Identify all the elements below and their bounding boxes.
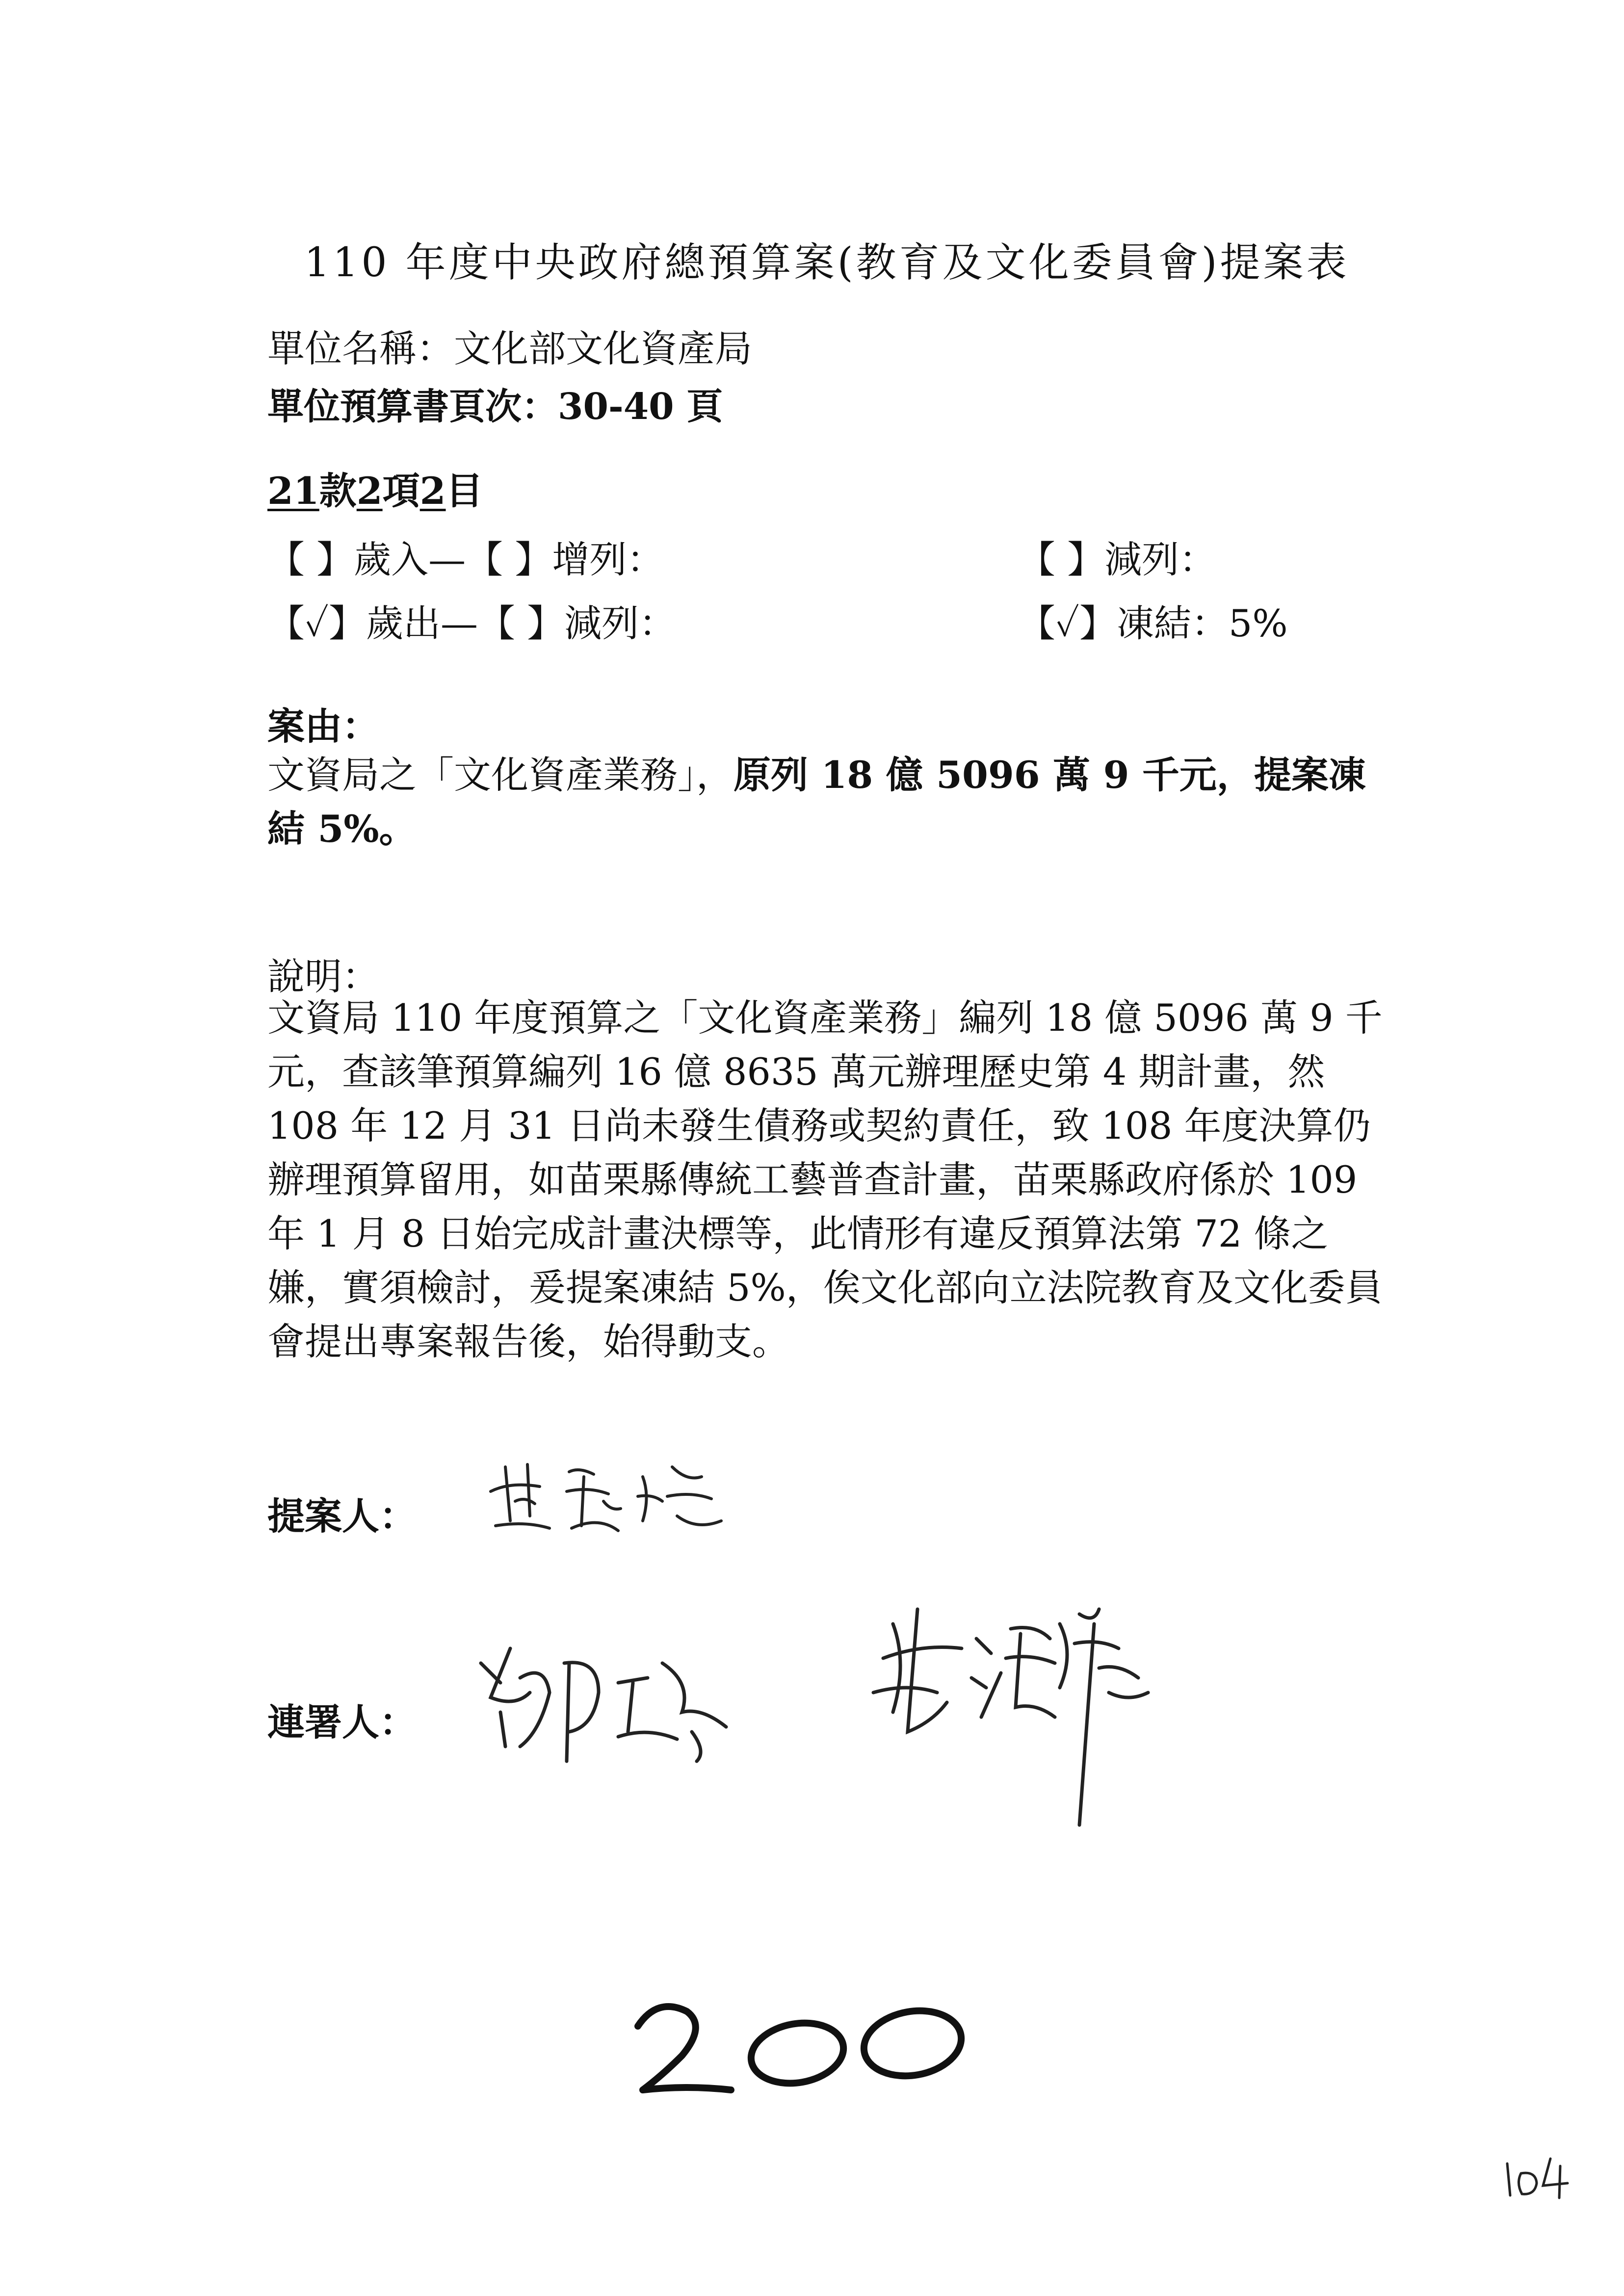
expense-freeze-option: 【✓】凍結：5% [1018,601,1288,645]
reason-text-bold: 原列 18 億 5096 萬 9 千元，提案凍結 5%。 [267,753,1366,851]
xiang-label: 項 [382,469,420,513]
revenue-increase-option: 【 】歲入—【 】增列： [267,538,664,581]
mu-label: 目 [445,469,483,513]
expense-decrease-option: 【✓】歲出—【 】減列： [267,601,677,645]
proposer-label: 提案人： [267,1494,417,1538]
revenue-decrease-option: 【 】減列： [1018,538,1217,581]
explanation-heading: 說明： [267,955,379,998]
kuan-number: 21 [267,469,319,513]
cosigner-signature-2 [864,1594,1158,1830]
xiang-number: 2 [356,469,383,513]
handwritten-number [628,1992,981,2105]
proposer-signature [481,1447,736,1545]
reason-heading: 案由： [267,704,379,748]
cosigner-label: 連署人： [267,1700,417,1744]
budget-category [267,461,483,515]
explanation-text: 文資局 110 年度預算之「文化資產業務」編列 18 億 5096 萬 9 千元，查該筆預算編列 16 億 8635 萬元辦理歷史第 4 期計畫，然 108 年 12 月 31 日尚未發生債務或契約責任，致 108 年度決算仍辦理預算留用，如苗栗縣傳統工藝普查計畫，苗栗縣政府係於 109 年 1 月 8 日始完成計畫決標等，此情形有違反預算法第 72 條之嫌，實須檢討，爰提案凍結 5%，俟文化部向立法院教育及文化委員會提出專案報告後，始得動支。 [267,996,1383,1363]
unit-name: 單位名稱：文化部文化資產局 [267,327,752,370]
document-title: 110 年度中央政府總預算案(教育及文化委員會)提案表 [304,239,1350,286]
corner-page-number [1501,2149,1575,2203]
page-reference: 單位預算書頁次：30-40 頁 [267,386,723,428]
mu-number: 2 [419,469,446,513]
reason-text-plain: 文資局之「文化資產業務」， [267,753,733,797]
kuan-label: 款 [319,469,357,513]
reason-text [267,748,1391,856]
cosigner-signature-1 [471,1634,746,1771]
